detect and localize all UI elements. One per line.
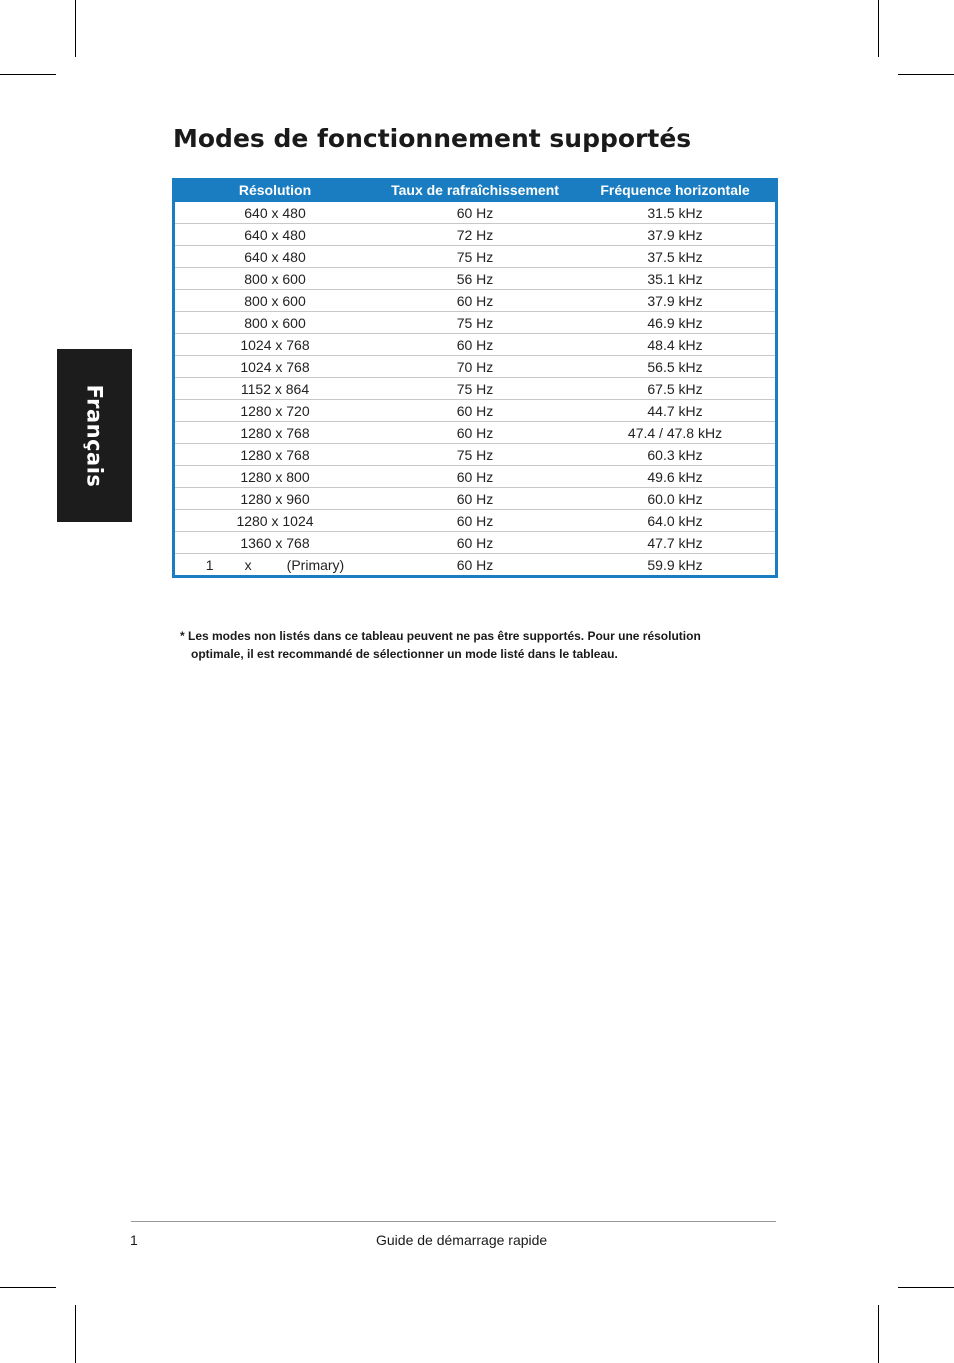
table-row: [175, 356, 775, 378]
table-row: [175, 532, 775, 554]
cell-horizontal-frequency: 37.5 kHz: [575, 246, 775, 268]
language-tab: [57, 349, 132, 522]
cell-horizontal-frequency: 44.7 kHz: [575, 400, 775, 422]
footer-divider: [131, 1221, 776, 1222]
cell-resolution: 1024 x 768: [175, 334, 375, 356]
cell-horizontal-frequency: 60.0 kHz: [575, 488, 775, 510]
table-row: [175, 312, 775, 334]
cell-refresh-rate: 60 Hz: [375, 554, 575, 576]
crop-mark: [878, 1305, 879, 1363]
table-row: [175, 466, 775, 488]
cell-resolution: 1280 x 720: [175, 400, 375, 422]
cell-refresh-rate: 60 Hz: [375, 422, 575, 444]
cell-resolution: 640 x 480: [175, 246, 375, 268]
cell-horizontal-frequency: 49.6 kHz: [575, 466, 775, 488]
cell-resolution: 800 x 600: [175, 268, 375, 290]
cell-resolution: 1280 x 768: [175, 444, 375, 466]
cell-refresh-rate: 60 Hz: [375, 334, 575, 356]
table-row: [175, 290, 775, 312]
crop-mark: [878, 0, 879, 57]
cell-resolution: 1280 x 1024: [175, 510, 375, 532]
cell-horizontal-frequency: 67.5 kHz: [575, 378, 775, 400]
modes-table: [175, 178, 775, 575]
footer-title: Guide de démarrage rapide: [376, 1232, 548, 1248]
cell-horizontal-frequency: 60.3 kHz: [575, 444, 775, 466]
table-row: [175, 224, 775, 246]
crop-mark: [898, 1287, 954, 1288]
cell-horizontal-frequency: 37.9 kHz: [575, 224, 775, 246]
cell-resolution: 1152 x 864: [175, 378, 375, 400]
cell-refresh-rate: 60 Hz: [375, 488, 575, 510]
cell-refresh-rate: 60 Hz: [375, 290, 575, 312]
cell-horizontal-frequency: 48.4 kHz: [575, 334, 775, 356]
cell-horizontal-frequency: 59.9 kHz: [575, 554, 775, 576]
cell-resolution: 1024 x 768: [175, 356, 375, 378]
cell-refresh-rate: 75 Hz: [375, 444, 575, 466]
cell-horizontal-frequency: 64.0 kHz: [575, 510, 775, 532]
cell-refresh-rate: 75 Hz: [375, 378, 575, 400]
cell-refresh-rate: 60 Hz: [456, 204, 494, 221]
footnote-line-1: * Les modes non listés dans ce tableau peuvent ne pas être supportés. Pour une résolution: [180, 629, 701, 643]
table-row: [175, 444, 775, 466]
modes-table-container: [172, 178, 778, 578]
table-row: [175, 488, 775, 510]
cell-refresh-rate: 60 Hz: [375, 510, 575, 532]
cell-refresh-rate: 60 Hz: [375, 532, 575, 554]
page-title: Modes de fonctionnement supportés: [173, 124, 692, 153]
footnote: [180, 627, 780, 663]
cell-refresh-rate: 72 Hz: [375, 224, 575, 246]
cell-horizontal-frequency: 46.9 kHz: [575, 312, 775, 334]
crop-mark: [75, 1305, 76, 1363]
cell-refresh-rate: 75 Hz: [375, 246, 575, 268]
cell-resolution: 1280 x 800: [175, 466, 375, 488]
cell-resolution: 1 x (Primary): [175, 554, 375, 576]
crop-mark: [0, 1287, 56, 1288]
footnote-line-2: optimale, il est recommandé de sélectionner un mode listé dans le tableau.: [191, 647, 618, 661]
cell-horizontal-frequency: 31.5 kHz: [647, 204, 703, 221]
table-header-row: [175, 178, 775, 202]
crop-mark: [898, 74, 954, 75]
table-row: [175, 400, 775, 422]
cell-resolution: 1360 x 768: [175, 532, 375, 554]
table-row: [175, 378, 775, 400]
cell-refresh-rate: 60 Hz: [375, 466, 575, 488]
header-resolution: Résolution: [175, 178, 375, 202]
table-row: [175, 510, 775, 532]
header-horizontal-frequency: Fréquence horizontale: [575, 178, 775, 202]
cell-horizontal-frequency: 47.7 kHz: [575, 532, 775, 554]
crop-mark: [75, 0, 76, 57]
language-tab-label: Français: [82, 384, 107, 487]
table-row: [175, 202, 775, 224]
cell-resolution: 1280 x 768: [175, 422, 375, 444]
cell-horizontal-frequency: 35.1 kHz: [575, 268, 775, 290]
table-row: [175, 246, 775, 268]
cell-resolution: 640 x 480: [175, 224, 375, 246]
page-number: 1: [130, 1232, 138, 1248]
cell-refresh-rate: 70 Hz: [375, 356, 575, 378]
table-row: [175, 268, 775, 290]
crop-mark: [0, 74, 56, 75]
cell-refresh-rate: 56 Hz: [375, 268, 575, 290]
cell-horizontal-frequency: 47.4 / 47.8 kHz: [575, 422, 775, 444]
cell-horizontal-frequency: 56.5 kHz: [575, 356, 775, 378]
table-row: [175, 334, 775, 356]
cell-horizontal-frequency: 37.9 kHz: [575, 290, 775, 312]
header-refresh-rate: Taux de rafraîchissement: [375, 178, 575, 202]
cell-resolution: 800 x 600: [175, 312, 375, 334]
cell-resolution: 640 x 480: [244, 204, 306, 221]
table-row: [175, 554, 775, 576]
cell-refresh-rate: 60 Hz: [375, 400, 575, 422]
cell-refresh-rate: 75 Hz: [375, 312, 575, 334]
cell-resolution: 800 x 600: [175, 290, 375, 312]
cell-resolution: 1280 x 960: [175, 488, 375, 510]
table-row: [175, 422, 775, 444]
